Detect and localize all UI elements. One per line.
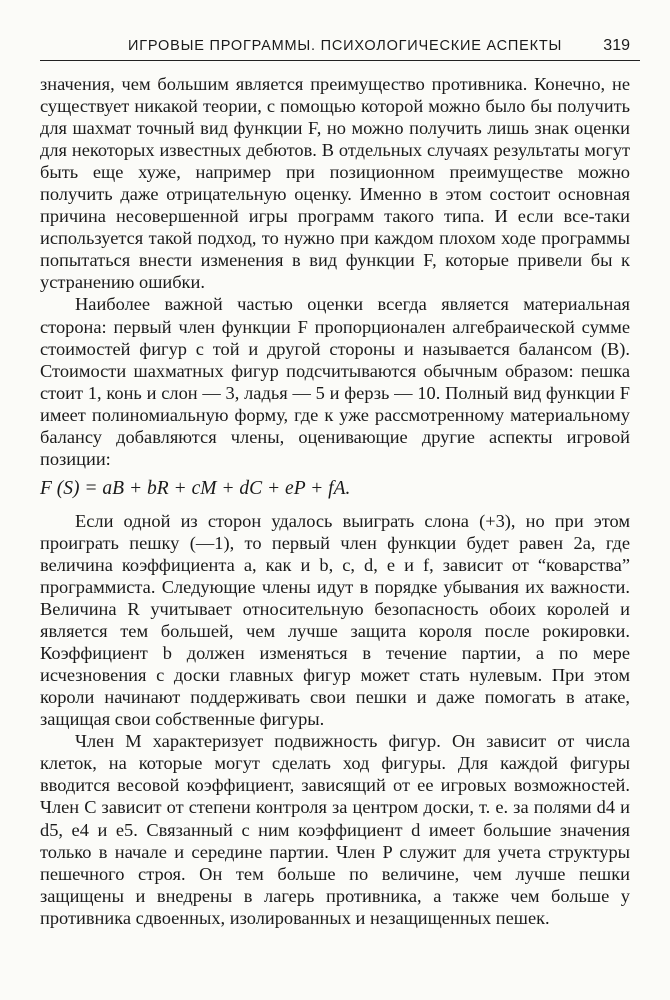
paragraph: значения, чем большим является преимущество противника. Конечно, не существует никакой теории, с помощью которой можно было бы получить для шахмат точный вид функции F, но можно получить лишь знак оценки для некоторых известных дебютов. В отдельных случаях результаты могут быть еще хуже, например при позиционном преимуществе можно получить даже отрицательную оценку. Именно в этом состоит основная причина несовершенной игры программ такого типа. И если все-таки используется такой подход, то нужно при каждом плохом ходе программы попытаться внести изменения в вид функции F, которые привели бы к устранению ошибки. xyxy=(40,74,630,293)
formula: F (S) = aB + bR + cM + dC + eP + fA. xyxy=(40,477,351,499)
paragraph: Наиболее важной частью оценки всегда является материальная сторона: первый член функции F пропорционален алгебраической сумме стоимостей фигур с той и другой стороны и называется балансом (B). Стоимости шахматных фигур подсчитываются обычным образом: пешка стоит 1, конь и слон — 3, ладья — 5 и ферзь — 10. Полный вид функции F имеет полиномиальную форму, где к уже рассмотренному материальному балансу добавляются члены, оценивающие другие аспекты игровой позиции: xyxy=(40,294,630,469)
page-number: 319 xyxy=(603,37,630,54)
paragraph: Член M характеризует подвижность фигур. Он зависит от числа клеток, на которые могут сделать ход фигуры. Для каждой фигуры вводится весовой коэффициент, зависящий от ее игровых возможностей. Член C зависит от степени контроля за центром доски, т. е. за полями d4 и d5, e4 и e5. Связанный с ним коэффициент d имеет большие значения только в начале и середине партии. Член P служит для учета структуры пешечного строя. Он тем больше по величине, чем лучше пешки защищены и внедрены в лагерь противника, а также чем больше у противника сдвоенных, изолированных и незащищенных пешек. xyxy=(40,731,630,928)
paragraph: Если одной из сторон удалось выиграть слона (+3), но при этом проиграть пешку (—1), то первый член функции будет равен 2a, где величина коэффициента a, как и b, c, d, e и f, зависит от “коварства” программиста. Следующие члены идут в порядке убывания их важности. Величина R учитывает относительную безопасность обоих королей и является тем большей, чем лучше защита короля после рокировки. Коэффициент b должен изменяться в течение партии, а по мере исчезновения с доски главных фигур может стать нулевым. При этом короли начинают поддерживать свои пешки и даже помогать в атаке, защищая свои собственные фигуры. xyxy=(40,510,630,730)
page-header xyxy=(40,36,640,61)
page-body xyxy=(40,73,630,929)
running-head: ИГРОВЫЕ ПРОГРАММЫ. ПСИХОЛОГИЧЕСКИЕ АСПЕКТЫ xyxy=(128,38,563,54)
